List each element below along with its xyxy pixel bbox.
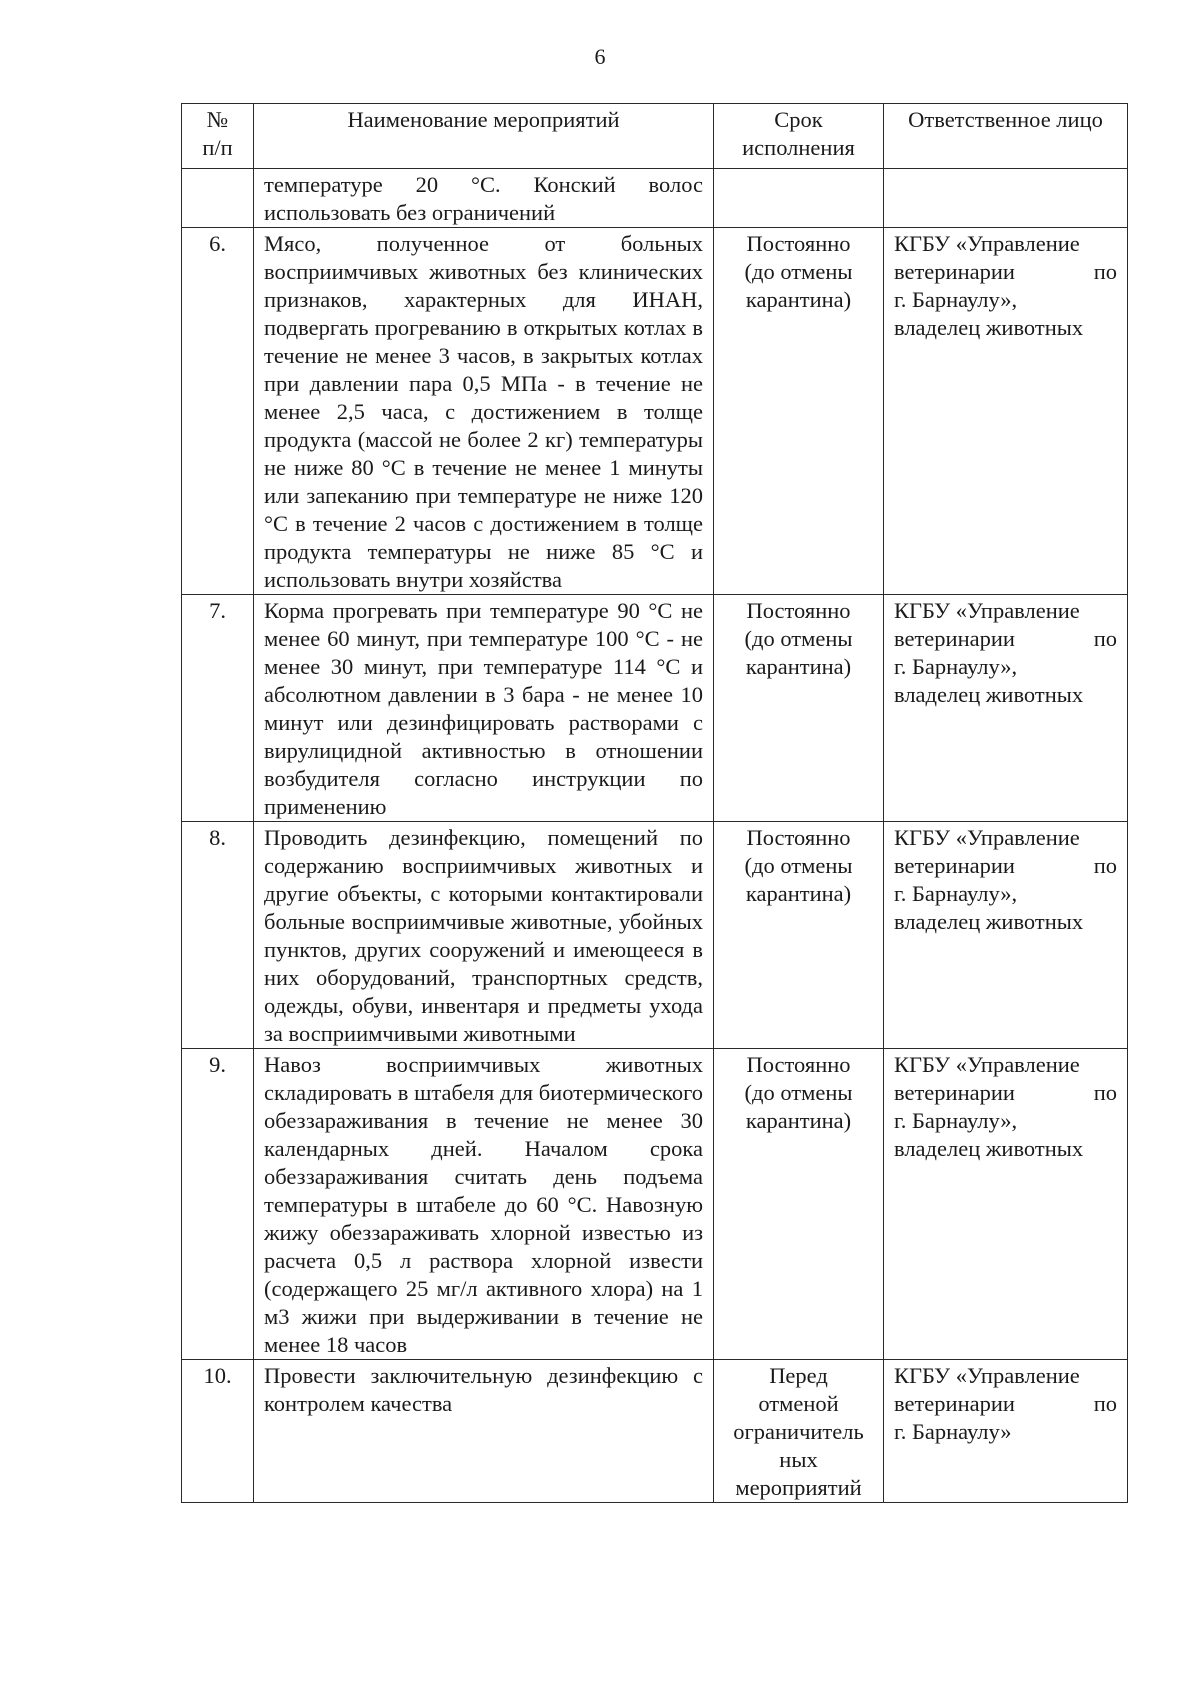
- responsible-line: ветеринарии по: [894, 259, 1117, 284]
- page-number: 6: [594, 44, 606, 69]
- measure-term: [714, 169, 884, 228]
- responsible-line: КГБУ «Управление: [894, 598, 1080, 623]
- term-line: (до отмены: [744, 259, 853, 284]
- header-term-line: Срок: [774, 107, 823, 132]
- row-number: [182, 169, 254, 228]
- term-line: мероприятий: [735, 1475, 862, 1500]
- row-number: 9.: [182, 1049, 254, 1360]
- row-number: 10.: [182, 1360, 254, 1503]
- term-line: отменой: [758, 1391, 839, 1416]
- responsible-line: КГБУ «Управление: [894, 1052, 1080, 1077]
- measure-term: [714, 822, 884, 1049]
- header-num-line: п/п: [202, 135, 233, 160]
- term-line: ограничитель: [733, 1419, 864, 1444]
- responsible-line: владелец животных: [894, 909, 1084, 934]
- measure-name: [254, 822, 714, 1049]
- header-num: [182, 104, 254, 169]
- term-line: Постоянно: [746, 825, 851, 850]
- table-row: [182, 1360, 1128, 1503]
- responsible-line: КГБУ «Управление: [894, 825, 1080, 850]
- term-line: карантина): [745, 287, 852, 312]
- measures-table: [181, 103, 1128, 1503]
- term-line: (до отмены: [744, 626, 853, 651]
- measure-name: [254, 1360, 714, 1503]
- responsible-line: г. Барнаулу»,: [894, 654, 1018, 679]
- header-num-line: №: [206, 107, 229, 132]
- responsible-line: г. Барнаулу»,: [894, 287, 1018, 312]
- table-row: [182, 822, 1128, 1049]
- responsible-line: владелец животных: [894, 682, 1084, 707]
- table-header-row: [182, 104, 1128, 169]
- measure-name-text: Проводить дезинфекцию, помещений по содержанию восприимчивых животных и другие объекты, с которыми контактировали больные восприимчивые животные, убойных пунктов, других сооружений и имеющееся в них оборудований, транспортных средств, одежды, обуви, инвентаря и предметы ухода за восприимчивыми животными: [264, 825, 703, 1046]
- term-line: ных: [779, 1447, 818, 1472]
- header-name: [254, 104, 714, 169]
- responsible-line: ветеринарии по: [894, 853, 1117, 878]
- row-number: 8.: [182, 822, 254, 1049]
- measure-name: [254, 228, 714, 595]
- responsible-person: [884, 169, 1128, 228]
- measure-name-text: температуре 20 °С. Конский волос использовать без ограничений: [264, 172, 703, 225]
- responsible-line: ветеринарии по: [894, 1080, 1117, 1105]
- header-term-line: исполнения: [742, 135, 855, 160]
- measure-term: [714, 228, 884, 595]
- term-line: (до отмены: [744, 853, 853, 878]
- measure-term: [714, 595, 884, 822]
- responsible-person: [884, 595, 1128, 822]
- measure-name: [254, 169, 714, 228]
- term-line: Постоянно: [746, 598, 851, 623]
- responsible-line: г. Барнаулу»: [894, 1419, 1012, 1444]
- responsible-line: владелец животных: [894, 315, 1084, 340]
- term-line: Постоянно: [746, 1052, 851, 1077]
- responsible-line: г. Барнаулу»,: [894, 881, 1018, 906]
- row-number: 7.: [182, 595, 254, 822]
- measure-name: [254, 595, 714, 822]
- responsible-line: ветеринарии по: [894, 1391, 1117, 1416]
- measure-term: [714, 1360, 884, 1503]
- term-line: (до отмены: [744, 1080, 853, 1105]
- term-line: Постоянно: [746, 231, 851, 256]
- measure-name-text: Навоз восприимчивых животных складировать в штабеля для биотермического обеззараживания в течение не менее 30 календарных дней. Началом срока обеззараживания считать день подъема температуры в штабеле до 60 °С. Навозную жижу обеззараживать хлорной известью из расчета 0,5 л раствора хлорной извести (содержащего 25 мг/л активного хлора) на 1 м3 жижи при выдерживании в течение не менее 18 часов: [264, 1052, 703, 1357]
- table-row: [182, 1049, 1128, 1360]
- table-body: [182, 169, 1128, 1503]
- row-number: 6.: [182, 228, 254, 595]
- responsible-line: владелец животных: [894, 1136, 1084, 1161]
- header-term: [714, 104, 884, 169]
- header-resp-line: Ответственное лицо: [908, 107, 1103, 132]
- term-line: карантина): [745, 654, 852, 679]
- measure-term: [714, 1049, 884, 1360]
- table-row: [182, 228, 1128, 595]
- responsible-line: ветеринарии по: [894, 626, 1117, 651]
- measure-name: [254, 1049, 714, 1360]
- term-line: Перед: [769, 1363, 828, 1388]
- responsible-person: [884, 228, 1128, 595]
- measure-name-text: Провести заключительную дезинфекцию с контролем качества: [264, 1363, 703, 1416]
- responsible-person: [884, 1049, 1128, 1360]
- table-row: [182, 595, 1128, 822]
- header-resp: [884, 104, 1128, 169]
- measure-name-text: Мясо, полученное от больных восприимчивых животных без клинических признаков, характерных для ИНАН, подвергать прогреванию в открытых котлах в течение не менее 3 часов, в закрытых котлах при давлении пара 0,5 МПа - в течение не менее 2,5 часа, с достижением в толще продукта (массой не более 2 кг) температуры не ниже 80 °С в течение не менее 1 минуты или запеканию при температуре не ниже 120 °С в течение 2 часов с достижением в толще продукта температуры не ниже 85 °С и использовать внутри хозяйства: [264, 231, 703, 592]
- responsible-line: КГБУ «Управление: [894, 231, 1080, 256]
- responsible-person: [884, 822, 1128, 1049]
- responsible-line: г. Барнаулу»,: [894, 1108, 1018, 1133]
- responsible-line: КГБУ «Управление: [894, 1363, 1080, 1388]
- measure-name-text: Корма прогревать при температуре 90 °С не менее 60 минут, при температуре 100 °С - не менее 30 минут, при температуре 114 °С и абсолютном давлении в 3 бара - не менее 10 минут или дезинфицировать растворами с вирулицидной активностью в отношении возбудителя согласно инструкции по применению: [264, 598, 703, 819]
- term-line: карантина): [745, 1108, 852, 1133]
- header-name-line: Наименование мероприятий: [347, 107, 620, 132]
- table-row: [182, 169, 1128, 228]
- responsible-person: [884, 1360, 1128, 1503]
- term-line: карантина): [745, 881, 852, 906]
